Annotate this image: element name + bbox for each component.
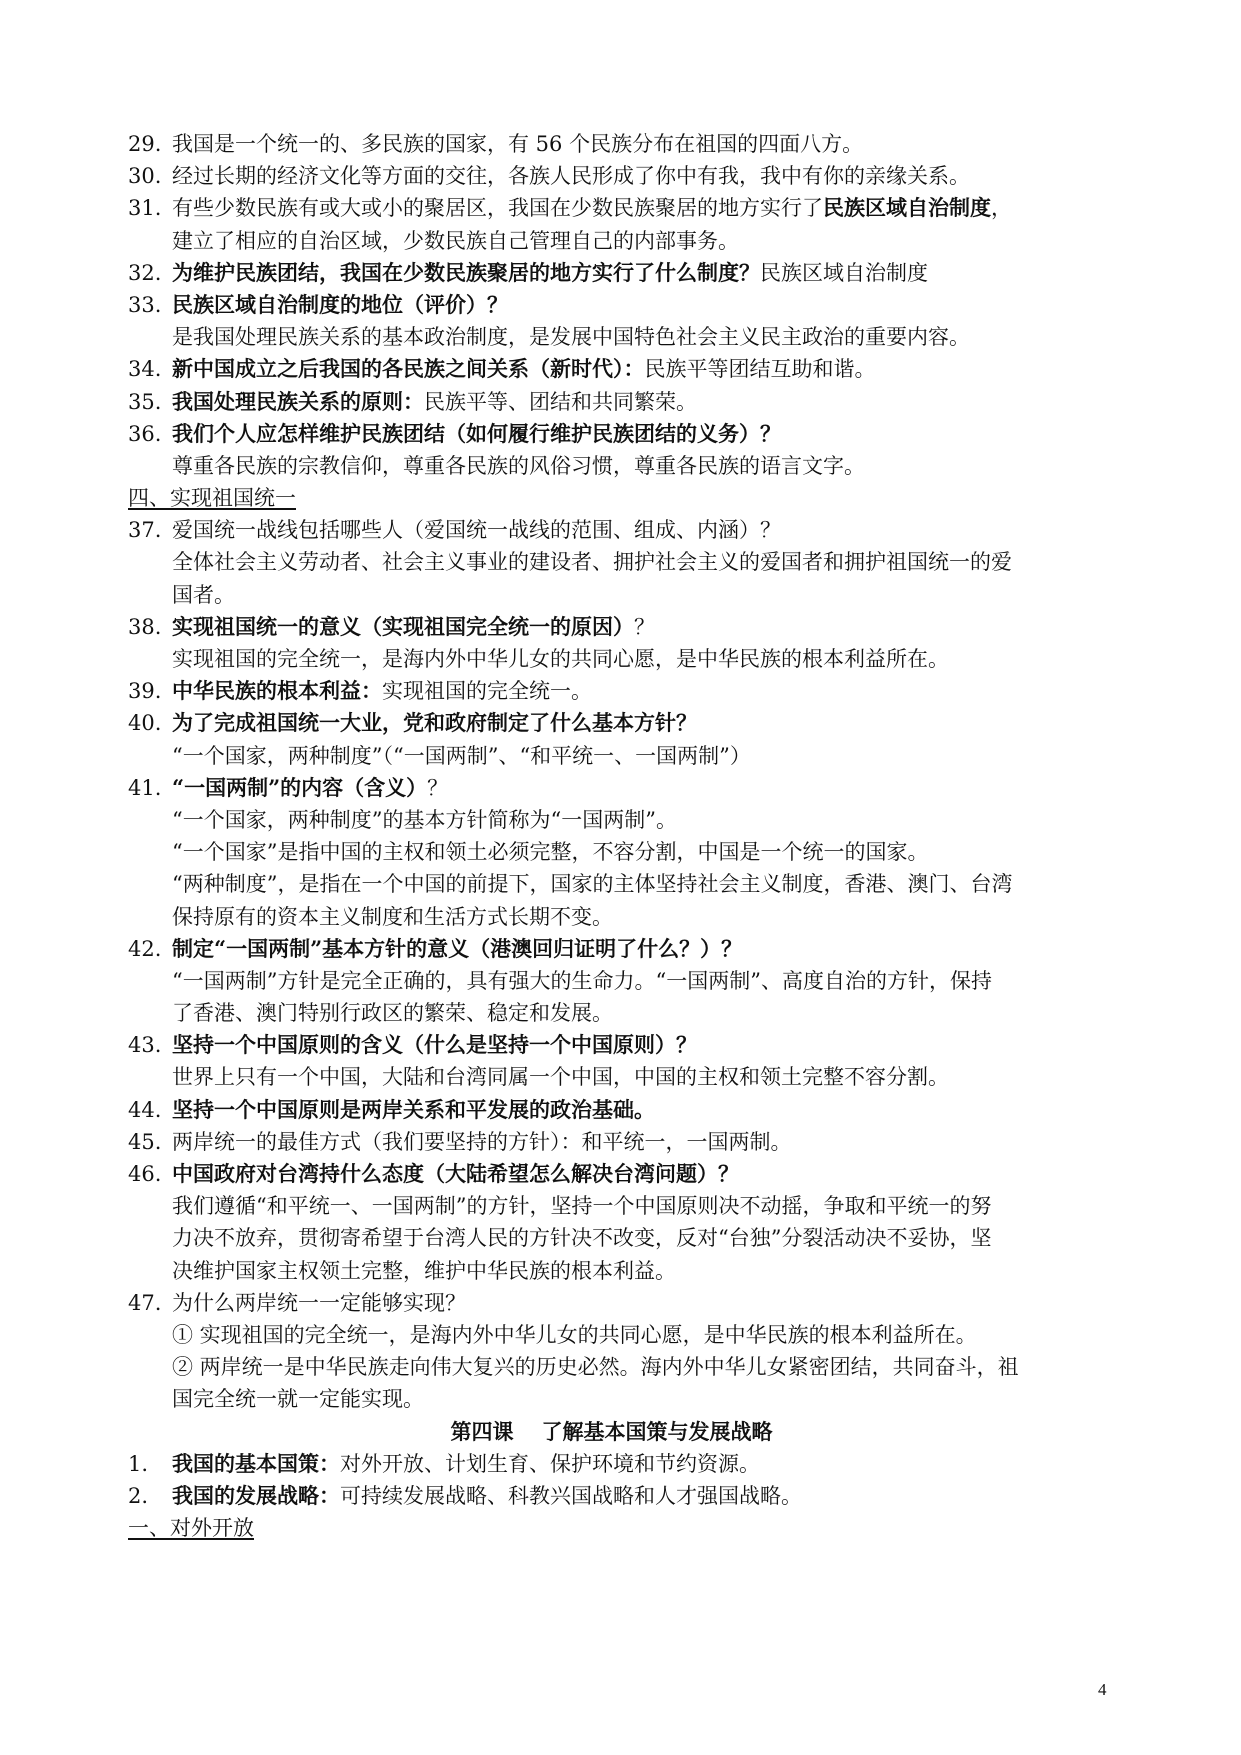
item-continuation: “一国两制”方针是完全正确的，具有强大的生命力。“一国两制”、高度自治的方针，保持 [172, 968, 992, 993]
item-text: 有些少数民族有或大或小的聚居区，我国在少数民族聚居的地方实行了 [172, 196, 823, 221]
item-question: 中国政府对台湾持什么态度（大陆希望怎么解决台湾问题）？ [172, 1161, 739, 1186]
item-continuation: 建立了相应的自治区域，少数民族自己管理自己的内部事务。 [172, 228, 739, 253]
item-number: 40. [128, 711, 162, 736]
list-item [128, 128, 1113, 160]
item-answer: 实现祖国的完全统一。 [382, 679, 592, 704]
item-answer: ？ [427, 775, 449, 800]
item-number: 29. [128, 132, 162, 156]
item-continuation: 决维护国家主权领土完整，维护中华民族的根本利益。 [172, 1258, 676, 1283]
item-answer: 民族平等团结互助和谐。 [644, 357, 876, 382]
item-continuation: 力决不放弃，贯彻寄希望于台湾人民的方针决不改变，反对“台独”分裂活动决不妥协，坚 [172, 1226, 992, 1251]
list-item [128, 1126, 1113, 1158]
item-question: 新中国成立之后我国的各民族之间关系（新时代）： [172, 356, 645, 382]
item-number: 33. [128, 292, 162, 317]
item-answer: 民族区域自治制度 [760, 260, 928, 285]
item-text: 两岸统一的最佳方式（我们要坚持的方针）：和平统一，一国两制。 [172, 1129, 792, 1154]
list-item [128, 418, 1113, 450]
list-item [128, 1094, 1113, 1126]
lesson-title [128, 1416, 1113, 1448]
item-answer: ？ [634, 614, 655, 639]
list-item [128, 353, 1113, 385]
item-continuation: 我们遵循“和平统一、一国两制”的方针，坚持一个中国原则决不动摇，争取和平统一的努 [172, 1194, 992, 1219]
item-number: 32. [128, 260, 162, 285]
list-item [128, 386, 1113, 418]
item-continuation: “两种制度”，是指在一个中国的前提下，国家的主体坚持社会主义制度，香港、澳门、台湾 [172, 872, 1013, 897]
item-text: 我国是一个统一的、多民族的国家，有 56 个民族分布在祖国的四面八方。 [172, 132, 864, 156]
item-question: 制定“一国两制”基本方针的意义（港澳回归证明了什么？）？ [172, 935, 743, 961]
item-number: 2. [128, 1483, 149, 1508]
item-question: 中华民族的根本利益： [172, 678, 382, 704]
item-continuation: 尊重各民族的宗教信仰，尊重各民族的风俗习惯，尊重各民族的语言文字。 [172, 453, 865, 478]
item-number: 41. [128, 775, 162, 800]
item-text: 爱国统一战线包括哪些人（爱国统一战线的范围、组成、内涵）？ [172, 518, 781, 543]
item-question: 我国的基本国策： [172, 1450, 340, 1476]
item-number: 44. [128, 1097, 162, 1122]
item-text: 经过长期的经济文化等方面的交往，各族人民形成了你中有我，我中有你的亲缘关系。 [172, 164, 970, 189]
item-number: 43. [128, 1033, 162, 1058]
item-continuation: ① 实现祖国的完全统一，是海内外中华儿女的共同心愿，是中华民族的根本利益所在。 [172, 1322, 977, 1347]
list-item [128, 933, 1113, 965]
item-continuation: 全体社会主义劳动者、社会主义事业的建设者、拥护社会主义的爱国者和拥护祖国统一的爱 [172, 550, 1012, 575]
section-heading [128, 1512, 1113, 1544]
item-key-term: 民族区域自治制度 [823, 195, 991, 221]
item-question: 我国处理民族关系的原则： [172, 388, 424, 414]
item-number: 31. [128, 196, 162, 221]
item-number: 39. [128, 679, 162, 704]
item-question: “一国两制”的内容（含义） [172, 774, 428, 800]
item-continuation: 是我国处理民族关系的基本政治制度，是发展中国特色社会主义民主政治的重要内容。 [172, 325, 970, 350]
list-item [128, 514, 1113, 546]
item-answer: 对外开放、计划生育、保护环境和节约资源。 [340, 1451, 760, 1476]
item-continuation: 保持原有的资本主义制度和生活方式长期不变。 [172, 904, 613, 929]
list-item [128, 1448, 1113, 1480]
item-question: 坚持一个中国原则是两岸关系和平发展的政治基础。 [172, 1096, 655, 1122]
item-number: 47. [128, 1290, 162, 1315]
list-item [128, 611, 1113, 643]
list-item [128, 1480, 1113, 1512]
list-item [128, 1029, 1113, 1061]
document-body [128, 128, 1113, 1544]
item-number: 35. [128, 389, 162, 414]
section-heading-text: 一、对外开放 [128, 1516, 254, 1541]
item-number: 1. [128, 1451, 149, 1476]
item-question: 为了完成祖国统一大业，党和政府制定了什么基本方针？ [172, 710, 697, 736]
item-continuation: 国者。 [172, 582, 235, 607]
list-item [128, 1158, 1113, 1190]
item-question: 为维护民族团结，我国在少数民族聚居的地方实行了什么制度？ [172, 259, 760, 285]
item-number: 46. [128, 1162, 162, 1186]
item-continuation: “一个国家，两种制度”（“一国两制”、“和平统一、一国两制”） [172, 743, 751, 768]
list-item [128, 257, 1113, 289]
item-number: 45. [128, 1129, 162, 1154]
item-question: 我们个人应怎样维护民族团结（如何履行维护民族团结的义务）？ [172, 420, 781, 446]
item-continuation: 世界上只有一个中国，大陆和台湾同属一个中国，中国的主权和领土完整不容分割。 [172, 1065, 949, 1090]
item-text-tail: ， [991, 196, 1012, 221]
item-continuation: 国完全统一就一定能实现。 [172, 1387, 424, 1412]
item-question: 民族区域自治制度的地位（评价）？ [172, 291, 508, 317]
item-question: 我国的发展战略： [172, 1482, 340, 1508]
section-heading-text: 四、实现祖国统一 [128, 486, 296, 511]
list-item [128, 289, 1113, 321]
list-item [128, 1287, 1113, 1319]
item-number: 37. [128, 518, 162, 543]
item-number: 38. [128, 614, 162, 639]
item-number: 36. [128, 421, 162, 446]
list-item [128, 772, 1113, 804]
item-number: 34. [128, 357, 162, 382]
item-answer: 民族平等、团结和共同繁荣。 [424, 389, 697, 414]
item-answer: 可持续发展战略、科教兴国战略和人才强国战略。 [340, 1483, 802, 1508]
list-item [128, 192, 1113, 224]
item-continuation: 了香港、澳门特别行政区的繁荣、稳定和发展。 [172, 1001, 613, 1026]
item-continuation: “一个国家，两种制度”的基本方针简称为“一国两制”。 [172, 807, 677, 832]
item-number: 42. [128, 936, 162, 961]
lesson-name: 了解基本国策与发展战略 [541, 1418, 773, 1444]
list-item [128, 160, 1113, 192]
item-question: 坚持一个中国原则的含义（什么是坚持一个中国原则）？ [172, 1032, 697, 1058]
list-item [128, 675, 1113, 707]
item-number: 30. [128, 164, 162, 189]
page-number: 4 [1098, 1680, 1107, 1699]
item-continuation: 实现祖国的完全统一，是海内外中华儿女的共同心愿，是中华民族的根本利益所在。 [172, 647, 949, 671]
section-heading [128, 482, 1113, 514]
item-question: 实现祖国统一的意义（实现祖国完全统一的原因） [172, 613, 634, 639]
list-item [128, 707, 1113, 739]
lesson-number: 第四课 [450, 1418, 514, 1444]
item-continuation: “一个国家”是指中国的主权和领土必须完整，不容分割，中国是一个统一的国家。 [172, 840, 929, 865]
item-text: 为什么两岸统一一定能够实现？ [172, 1290, 466, 1315]
item-continuation: ② 两岸统一是中华民族走向伟大复兴的历史必然。海内外中华儿女紧密团结，共同奋斗，祖 [172, 1355, 1019, 1380]
